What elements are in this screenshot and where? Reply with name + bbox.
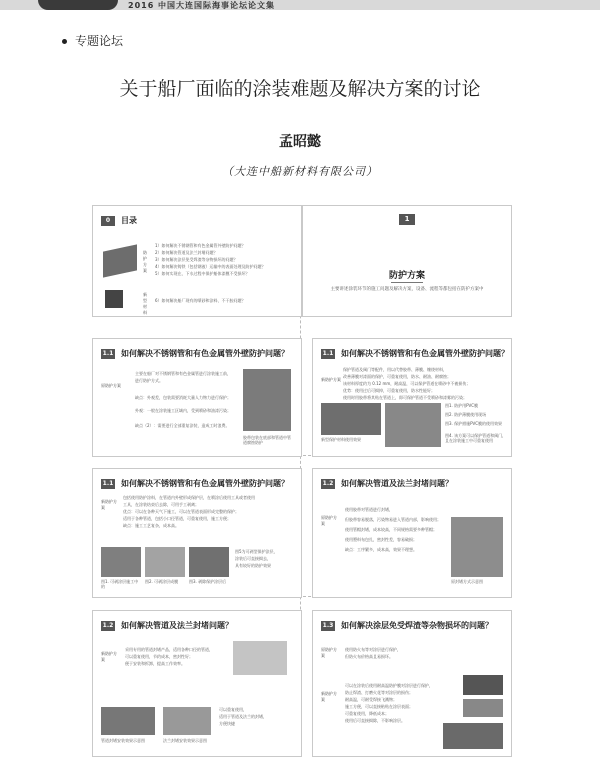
- body-text: 外观：一般在涂装施工区域内，受到喷砂和油漆污染；: [135, 408, 231, 413]
- slide-1-1-original-scheme: [92, 338, 302, 457]
- side-label: 新型材料: [143, 292, 147, 315]
- body-text: 但胶带容易脱落，污染物易进入管道内部，影响使用；: [345, 517, 441, 522]
- body-text: 使用管帽封堵，成本较高，不同规格需要多种管帽；: [345, 527, 437, 532]
- slide-contents: [92, 205, 302, 317]
- slide-1-1-coating-scheme: [92, 468, 302, 598]
- side-note: 图5为可剥型保护涂层，: [235, 549, 278, 554]
- slide-subtitle: 主要讲述涂装环节的施工问题及解决方案，设备、流程等都包括在防护方案中: [330, 287, 484, 292]
- body-text: 使用胶带对管道进行封堵，: [345, 507, 393, 512]
- side-label: 新防护方案: [101, 651, 117, 662]
- slide-section-protection: [302, 205, 512, 317]
- slide-1-1-new-scheme: [312, 338, 512, 457]
- section-label: [62, 32, 123, 49]
- body-text: 施工方便，可以直接粘贴在涂层表面；: [345, 704, 413, 709]
- photo-welding-site: [443, 723, 503, 749]
- slide-title: 如何解决管道及法兰封堵问题？: [341, 479, 453, 488]
- title-underline: [391, 282, 423, 283]
- side-note: 适用于管道及法兰的封堵，: [219, 714, 267, 719]
- photo-protection-result: [385, 403, 441, 447]
- bullet-icon: [62, 39, 67, 44]
- body-text: 缺点（2）：需要进行全部重复涂装，造成工时浪费。: [135, 423, 230, 428]
- slide-title: 如何解决不锈钢管和有色金属管外壁防护问题？: [121, 479, 289, 488]
- pipes-photo: [103, 244, 137, 277]
- body-text: 进行防护方式。: [135, 378, 163, 383]
- running-header: [0, 0, 600, 10]
- slide-number: 0: [101, 216, 115, 226]
- photo-caption: 法兰封堵安装效果示意图: [163, 738, 207, 743]
- product-photo-grid: [233, 641, 287, 675]
- article-title: 关于船厂面临的涂装难题及解决方案的讨论: [119, 78, 481, 100]
- figure-caption: 图2. 防护薄膜使用现场: [445, 412, 487, 417]
- figure-caption: 图4. 该方案可以保护管道和阀门，且在涂装施工中可重复使用: [445, 433, 507, 443]
- body-text: 缺点：工序繁多，成本高，效果不理想。: [345, 547, 417, 552]
- body-text: 使用后可直接揭除，不影响涂层。: [345, 718, 405, 723]
- slide-number: 1: [399, 214, 415, 225]
- slide-number: 1.1: [102, 350, 114, 357]
- slide-title: 如何解决管道及法兰封堵问题？: [121, 621, 233, 630]
- slide-1-2-new-scheme: [92, 610, 302, 757]
- photo-flange-seal: [163, 707, 211, 735]
- running-header-text: 2016 中国大连国际海事论坛论文集: [128, 1, 276, 10]
- photo-pipe-sealing: [451, 517, 503, 577]
- slide-title: 如何解决涂层免受焊渣等杂物损坏的问题？: [341, 621, 493, 630]
- body-text: 防止焊渣、打磨火花等对涂层的损伤；: [345, 690, 413, 695]
- article-author: 孟昭懿: [279, 134, 321, 150]
- figure-caption: 图3. 保护措施PVC膜的使用效果: [445, 421, 503, 426]
- body-text: 改善薄膜对漆面的保护，可重复使用，防水、耐油、耐腐蚀；: [343, 374, 451, 379]
- photo-protective-film: [463, 675, 503, 695]
- body-text: 便于安装和拆卸，提高工作效率。: [125, 661, 185, 666]
- side-label: 新防护方案: [321, 377, 341, 382]
- photo-caption: 新型保护材料使用效果: [321, 437, 361, 442]
- photo-caption: 管道封堵安装效果示意图: [101, 738, 145, 743]
- contents-item: 3）如何解决涂层免受焊渣等杂物损坏的问题？: [155, 257, 238, 262]
- side-label: 新防护方案: [321, 691, 337, 702]
- slide-title: 如何解决不锈钢管和有色金属管外壁防护问题？: [341, 349, 509, 358]
- body-text: 使用防火布等对涂层进行保护，: [345, 647, 401, 652]
- slide-title: 如何解决不锈钢管和有色金属管外壁防护问题？: [121, 349, 289, 358]
- side-note: 方便快捷: [219, 721, 235, 726]
- side-note: 涂装后可直接揭去，: [235, 556, 271, 561]
- slide-1-2-original-scheme: [312, 468, 512, 598]
- figure-caption: 图1. 防护用PVC膜: [445, 403, 479, 408]
- photo-pvc-film: [321, 403, 381, 435]
- photo-caption: 原封堵方式示意图: [451, 579, 483, 584]
- photo-caption: 图3. 剥除保护涂层后: [189, 579, 227, 584]
- photo-coating-applied: [101, 547, 141, 577]
- slide-title: 目录: [121, 216, 137, 225]
- body-text: 缺点：施工工艺复杂，成本高。: [123, 523, 179, 528]
- photo-caption: 胶带包装在底部和管道中管道腐蚀防护: [243, 435, 291, 445]
- side-label: 新防护方案: [101, 499, 117, 510]
- body-text: 可以在涂装后使用耐高温防护膜对涂层进行保护，: [345, 683, 433, 688]
- photo-film-applied: [463, 699, 503, 717]
- body-text: 该材料厚度约为 0.12 mm，耐高温，可以保护管道在喷砂中不被损伤；: [343, 381, 471, 386]
- body-text: 主要在船厂对不锈钢管和有色金属管进行涂装施工前，: [135, 371, 231, 376]
- contents-item: 6）如何解决船厂现有的喷砂和涂料、不干胶问题？: [155, 298, 246, 303]
- side-label: 原防护方案: [321, 647, 337, 658]
- article-affiliation: （大连中船新材料有限公司）: [222, 165, 378, 178]
- body-text: 包括使用防护涂料，在管道内外壁形成保护层，在喷涂后使用工具或者使用: [123, 495, 255, 500]
- photo-coating-film: [145, 547, 185, 577]
- contents-item: 5）如何实现在、下水过程中保护船体漆膜不受损坏？: [155, 271, 250, 276]
- photo-caption: 图2. 可剥涂层成膜: [145, 579, 179, 584]
- body-text: 使用塑料布包扎，密封性差，容易破损；: [345, 537, 417, 542]
- qr-code-image: [105, 290, 123, 308]
- slide-title: 防护方案: [388, 271, 425, 281]
- body-text: 适用于各种管道，包括小口径管道，可重复使用，施工方便；: [123, 516, 231, 521]
- body-text: 缺点：外观差，包装需要消耗大量人力物力进行保护；: [135, 395, 231, 400]
- contents-item: 4）如何解决铸铁（包括钢液）运输中的表面处理及防护问题？: [155, 264, 266, 269]
- header-logo-shape: [38, 0, 118, 10]
- side-note: 可以重复使用，: [219, 707, 247, 712]
- slide-number: 1.2: [102, 622, 114, 629]
- body-text: 但防火布价格高且易损坏。: [345, 654, 393, 659]
- contents-item: 2）如何解决管道及法兰封堵问题？: [155, 250, 218, 255]
- slide-number: 1.2: [322, 480, 334, 487]
- contents-item: 1）如何解决不锈钢管和有色金属管外壁防护问题？: [155, 243, 246, 248]
- photo-wrapped-pipes: [243, 369, 291, 431]
- slide-1-3-weld-slag: [312, 610, 512, 757]
- slide-number: 1.3: [322, 622, 334, 629]
- slide-number: 1.1: [102, 480, 114, 487]
- body-text: 使用时用胶带将其贴在管道上，即可保护管道不受喷砂和漆雾的污染；: [343, 395, 467, 400]
- body-text: 优势：使用过后可揭掉，可重复使用，防水性能好；: [343, 388, 435, 393]
- body-text: 可重复使用，降低成本；: [345, 711, 389, 716]
- photo-coating-removed: [189, 547, 229, 577]
- body-text: 保护管道及阀门等配件，用以代替胶带、薄膜、缠绕材料，: [343, 367, 447, 372]
- side-label: 防护方案: [143, 250, 147, 273]
- side-label: 原防护方案: [321, 515, 337, 526]
- photo-caption: 图1. 可剥涂层施工中的: [101, 579, 139, 589]
- body-text: 优点：可以在各种天气下施工，可以在管道表面形成完整的保护；: [123, 509, 239, 514]
- slide-number: 1.1: [322, 350, 334, 357]
- photo-pipe-seal: [101, 707, 155, 735]
- body-text: 可以重复使用，节约成本，密封性好；: [125, 654, 193, 659]
- body-text: 采用专用的管道封堵产品，适用各种口径的管道，: [125, 647, 213, 652]
- side-label: 原防护方案: [101, 383, 121, 388]
- section-label-text: 专题论坛: [75, 34, 124, 48]
- side-note: 具有较好的防护效果: [235, 563, 271, 568]
- body-text: 工具，在涂装结束后去除，可用手工剥离；: [123, 502, 199, 507]
- body-text: 耐高温，可耐受焊接飞溅物；: [345, 697, 397, 702]
